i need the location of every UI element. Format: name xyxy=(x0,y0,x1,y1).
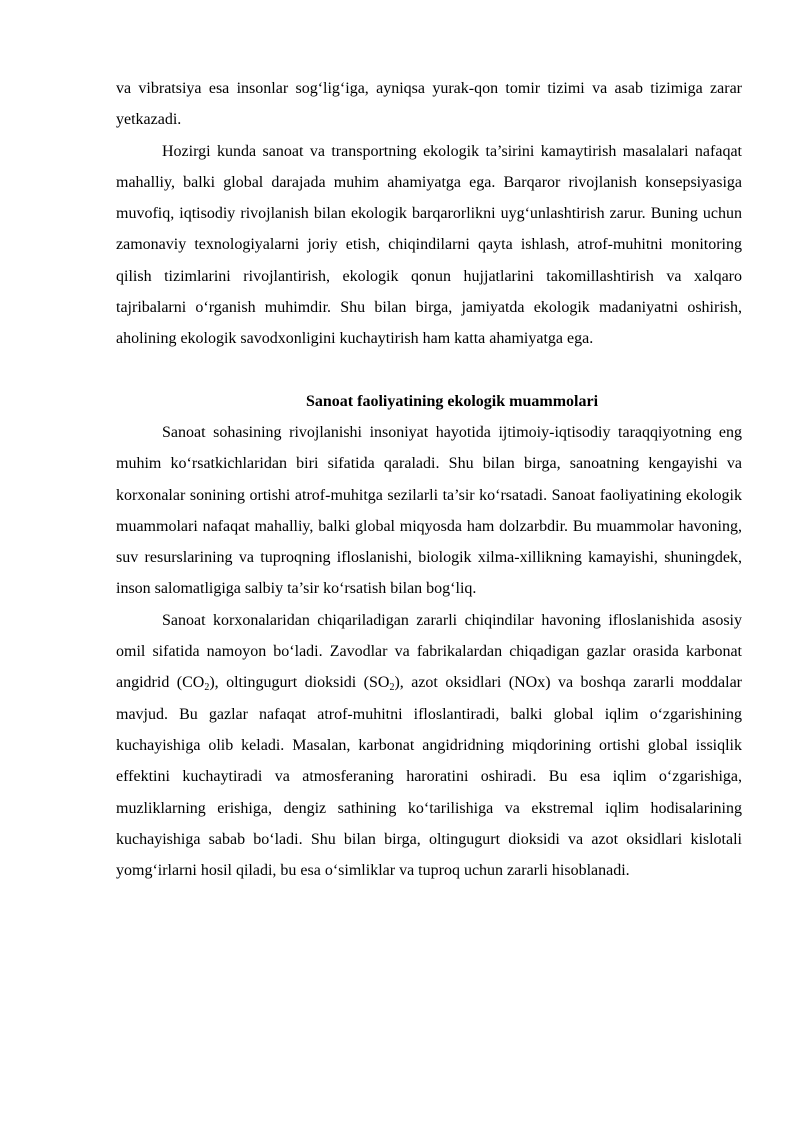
paragraph-industry-intro: Sanoat sohasining rivojlanishi insoniyat hayotida ijtimoiy-iqtisodiy taraqqiyotning eng muhim ko‘rsatkichlaridan biri sifatida qaraladi. Shu bilan birga, sanoatning kengayishi va korxonalar sonining ortishi atrof-muhitga sezilarli ta’sir ko‘rsatadi. Sanoat faoliyatining ekologik muammolari nafaqat mahalliy, balki global miqyosda ham dolzarbdir. Bu muammolar havoning, suv resurslarining va tuproqning ifloslanishi, biologik xilma-xillikning kamayishi, shuningdek, inson salomatligiga salbiy ta’sir ko‘rsatish bilan bog‘liq. xyxy=(116,423,742,598)
paragraph-air-pollution xyxy=(116,605,742,887)
paragraph-sustainability: Hozirgi kunda sanoat va transportning ekologik ta’sirini kamaytirish masalalari nafaqat mahalliy, balki global darajada muhim ahamiyatga ega. Barqaror rivojlanish konsepsiyasiga muvofiq, iqtisodiy rivojlanish bilan ekologik barqarorlikni uyg‘unlashtirish zarur. Buning uchun zamonaviy texnologiyalarni joriy etish, chiqindilarni qayta ishlash, atrof-muhitni monitoring qilish tizimlarini rivojlantirish, ekologik qonun hujjatlarini takomillashtirish va xalqaro tajribalarni o‘rganish muhimdir. Shu bilan birga, jamiyatda ekologik madaniyatni oshirish, aholining ekologik savodxonligini kuchaytirish ham katta ahamiyatga ega. xyxy=(116,142,742,348)
paragraph-gap xyxy=(116,355,742,386)
text-segment: ), oltingugurt dioksidi (SO xyxy=(209,674,390,692)
subscript: 2 xyxy=(389,682,395,694)
text-segment: Sanoat korxonalaridan chiqariladigan zararli chiqindilar havoning ifloslanishida asosiy omil sifatida namoyon bo‘ladi. Zavodlar va fabrikalardan chiqadigan gazlar orasida karbonat angidrid (CO xyxy=(116,611,742,692)
text-segment: ), azot oksidlari (NOx) va boshqa zararli moddalar mavjud. Bu gazlar nafaqat atrof-muhitni ifloslantiradi, balki global iqlim o‘zgarishining kuchayishiga olib keladi. Masalan, karbonat angidridning miqdorining ortishi global issiqlik effektini kuchaytiradi va atmosferaning haroratini oshiradi. Bu esa iqlim o‘zgarishiga, muzliklarning erishiga, dengiz sathining ko‘tarilishiga va ekstremal iqlim hodisalarining kuchayishiga sabab bo‘ladi. Shu bilan birga, oltingugurt dioksidi va azot oksidlari kislotali yomg‘irlarni hosil qiladi, bu esa o‘simliklar va tuproq uchun zararli hisoblanadi. xyxy=(116,674,743,880)
section-heading: Sanoat faoliyatining ekologik muammolari xyxy=(305,392,599,410)
subscript: 2 xyxy=(204,682,210,694)
paragraph-continuation: va vibratsiya esa insonlar sog‘lig‘iga, ayniqsa yurak-qon tomir tizimi va asab tizimiga zarar yetkazadi. xyxy=(116,80,742,129)
